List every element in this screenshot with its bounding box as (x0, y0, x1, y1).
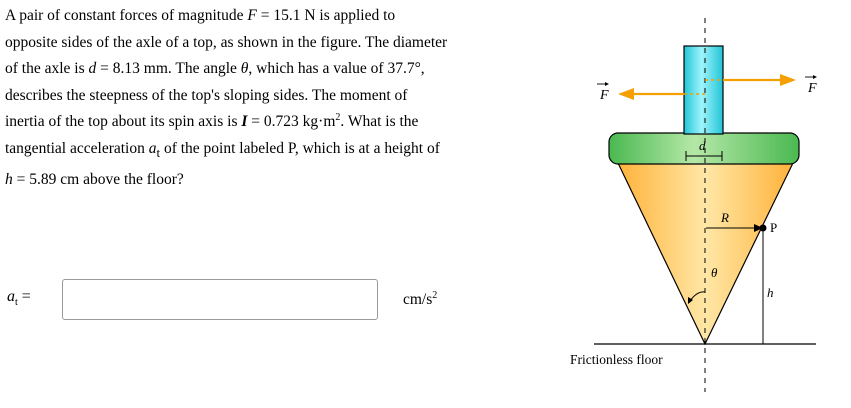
point-p-label: P (770, 220, 778, 235)
angle-value: 37.7° (387, 60, 421, 78)
var-a: a (148, 139, 157, 157)
problem-text: A pair of constant forces of magnitude F = 15.1 N is applied to opposite sides of the axle of a top, as shown in the figure. The diameter of the axle is d = 8.13 mm. The angle θ, which has a value of 37.7°, describes the steepness of the top's sloping sides. The moment of inertia of the top about its spin axis is I = 0.723 $kg\cdot m^2$. What is the tangential acceleration $a_t$ of the point labeled P, which is at a height of h = 5.89 cm above the floor? (5, 7, 448, 188)
force-arrow-right (723, 74, 796, 86)
force-arrow-left (618, 88, 684, 100)
diameter-value: 8.13 mm (112, 60, 168, 78)
var-theta: θ (240, 60, 249, 78)
var-I: I (241, 113, 248, 131)
var-d: d (88, 60, 97, 78)
svg-text:d: d (699, 138, 706, 153)
height-label: h (767, 285, 774, 300)
floor-label: Frictionless floor (570, 352, 663, 367)
point-p (760, 225, 767, 232)
svg-text:R: R (721, 210, 729, 225)
svg-text:F: F (600, 88, 609, 103)
top-axle (684, 46, 723, 134)
answer-input[interactable] (62, 279, 378, 320)
var-F: F (247, 7, 257, 24)
force-value: 15.1 N (273, 7, 316, 24)
inertia-value: 0.723 kg·m (263, 113, 336, 131)
var-h: h (5, 170, 13, 188)
answer-unit: $cm/s^2$ (403, 290, 438, 309)
theta-label: θ (711, 265, 718, 280)
svg-text:F: F (808, 81, 817, 96)
answer-label: $a_t$ = (7, 288, 31, 309)
force-label-right (805, 75, 817, 96)
force-label-left (597, 82, 609, 103)
height-value: 5.89 cm (29, 170, 80, 188)
top-figure (560, 0, 851, 408)
